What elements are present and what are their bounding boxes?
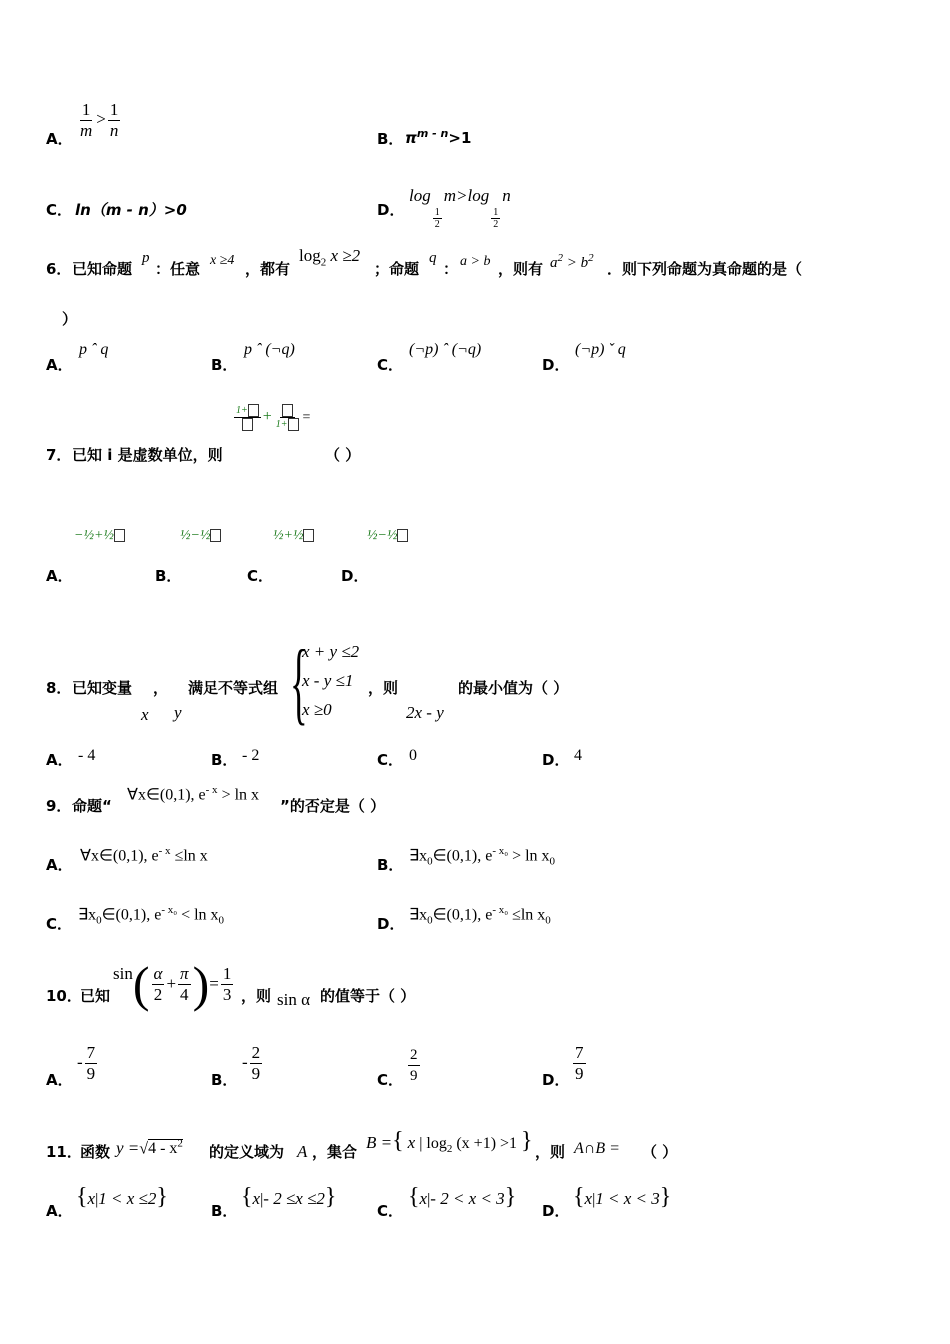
system-brace: { bbox=[290, 631, 308, 733]
question-text: ，则 bbox=[368, 679, 399, 697]
question-number: 11． bbox=[46, 1143, 82, 1161]
question-text: 已知 i 是虚数单位，则 bbox=[72, 446, 223, 464]
math-var: y bbox=[174, 703, 182, 722]
question-text: ，都有 bbox=[245, 260, 291, 278]
option-label: A． bbox=[46, 751, 73, 769]
question-number: 9． bbox=[46, 797, 72, 815]
option-label: A． bbox=[46, 356, 73, 374]
option-a-expression: ∀x∈(0,1), $e^{- x} \le\ln$ x bbox=[80, 845, 208, 865]
question-text: ；命题 bbox=[374, 260, 420, 278]
math-expression: sin α bbox=[277, 990, 310, 1009]
option-c-value: $\frac{2}{9}$ bbox=[410, 1047, 418, 1084]
math-var: q bbox=[429, 250, 437, 266]
option-c-expression: $\exists x_0\in(0,1)$, $e^{- x_0} < \ln x_0$ bbox=[78, 904, 225, 927]
option-d-set: {x|1 < x < 3} bbox=[573, 1184, 672, 1210]
math-var: A bbox=[297, 1142, 308, 1161]
option-c-expression: (¬p) ˆ (¬q) bbox=[409, 341, 482, 358]
question-text: ，集合 bbox=[312, 1143, 358, 1161]
question-text: 函数 bbox=[80, 1143, 111, 1161]
option-b-expression: ½−½ bbox=[180, 528, 221, 544]
option-c-expression: ½+½ bbox=[273, 528, 314, 544]
question-text: 命题“ bbox=[72, 797, 112, 815]
question-text: ，则有 bbox=[498, 260, 544, 278]
option-a-value: - $\frac{7}{9}$ bbox=[77, 1043, 96, 1083]
option-label: B． bbox=[211, 1071, 238, 1089]
option-b-value: - $\frac{2}{9}$ bbox=[242, 1043, 261, 1083]
math-expression: a > b bbox=[460, 254, 491, 269]
option-label: B． bbox=[377, 130, 404, 148]
answer-paren: （ ） bbox=[642, 1143, 678, 1161]
option-label: D． bbox=[542, 1071, 570, 1089]
math-function: $y =√4 - x^2$ bbox=[116, 1138, 183, 1158]
question-text: 满足不等式组 bbox=[188, 679, 279, 697]
option-c-set: {x|- 2 < x < 3} bbox=[408, 1184, 517, 1210]
math-expression: x ≥4 bbox=[210, 253, 235, 268]
option-a-expression: p ˆ q bbox=[79, 341, 109, 358]
option-label: D． bbox=[377, 201, 405, 219]
option-label: C． bbox=[377, 356, 404, 374]
option-a-set: {x|1 < x ≤2} bbox=[76, 1184, 168, 1210]
inequality-3: x ≥0 bbox=[302, 700, 332, 719]
math-expression: log $\frac{1}{2}$ m>log $\frac{1}{2}$ n bbox=[409, 186, 511, 230]
question-text: ，则 bbox=[241, 987, 272, 1005]
option-label: A． bbox=[46, 1202, 73, 1220]
option-label: B． bbox=[211, 751, 238, 769]
question-text: ， bbox=[153, 679, 169, 697]
option-b-expression: $\exists x_0\in(0,1)$, $e^{- x_0} > \ln x_0$ bbox=[409, 845, 556, 868]
question-number: 6． bbox=[46, 260, 72, 278]
math-var: p bbox=[142, 250, 150, 266]
option-label: C． bbox=[46, 915, 73, 933]
math-expression: $\log_2 x \ge 2$ bbox=[299, 246, 361, 269]
math-expression: A∩B = bbox=[574, 1140, 620, 1157]
question-text: 的值等于（ ） bbox=[320, 987, 416, 1005]
option-label: A． bbox=[46, 1071, 73, 1089]
option-label: A． bbox=[46, 856, 73, 874]
question-text: 的最小值为（ ） bbox=[458, 679, 569, 697]
option-label: C． bbox=[247, 567, 274, 585]
option-label: C． bbox=[46, 201, 73, 219]
option-c-value: 0 bbox=[409, 747, 417, 764]
option-label: D． bbox=[542, 356, 570, 374]
question-text: 已知命题 bbox=[72, 260, 133, 278]
option-label: B． bbox=[211, 1202, 238, 1220]
option-b-set: {x|- 2 ≤x ≤2} bbox=[241, 1184, 337, 1210]
option-label: D． bbox=[377, 915, 405, 933]
math-equation: sin ( $\frac{\alpha}{2}$ + $\frac{\pi}{4}$ ) = $\frac{1}{3}$ bbox=[113, 956, 232, 1012]
question-text: ） bbox=[62, 310, 78, 328]
option-d-expression: (¬p) ˇ q bbox=[575, 341, 626, 358]
question-number: 8． bbox=[46, 679, 72, 697]
question-number: 10． bbox=[46, 987, 82, 1005]
option-d-value: $\frac{7}{9}$ bbox=[575, 1043, 584, 1083]
option-b-value: - 2 bbox=[242, 747, 260, 764]
target-expression: 2x - y bbox=[406, 703, 444, 722]
option-label: B． bbox=[211, 356, 238, 374]
option-label: A． bbox=[46, 130, 73, 148]
option-label: C． bbox=[377, 1202, 404, 1220]
option-d-value: 4 bbox=[574, 747, 582, 764]
math-expression: ln（m - n）>0 bbox=[75, 201, 187, 219]
question-text: 已知变量 bbox=[72, 679, 133, 697]
option-label: C． bbox=[377, 751, 404, 769]
question-text: ： bbox=[443, 260, 459, 278]
math-var: x bbox=[141, 705, 149, 724]
math-expression-image: 1+ + 1+ = bbox=[236, 404, 311, 430]
question-number: 7． bbox=[46, 446, 72, 464]
option-label: A． bbox=[46, 567, 73, 585]
question-text: ”的否定是（ ） bbox=[280, 797, 386, 815]
option-a-expression: −½+½ bbox=[74, 528, 125, 544]
set-b-expression: B ={ x | $\log_2 (x +1) >1$ } bbox=[366, 1128, 533, 1156]
question-text: 的定义域为 bbox=[209, 1143, 285, 1161]
option-label: D． bbox=[542, 751, 570, 769]
question-text: ：任意 bbox=[155, 260, 201, 278]
inequality-2: x - y ≤1 bbox=[302, 671, 354, 690]
answer-paren: （ ） bbox=[325, 446, 361, 464]
inequality-1: x + y ≤2 bbox=[302, 642, 360, 661]
option-d-expression: $\exists x_0\in(0,1)$, $e^{- x_0} \le\ln$ $x_0$ bbox=[409, 904, 551, 927]
option-label: D． bbox=[542, 1202, 570, 1220]
math-statement: ∀x∈(0,1), $e^{- x} > \ln x$ bbox=[127, 784, 260, 804]
math-fraction: $\frac{1}{m}$ > $\frac{1}{n}$ bbox=[80, 100, 119, 140]
math-expression: $\pi^{m - n}>1$ bbox=[405, 127, 472, 147]
option-label: C． bbox=[377, 1071, 404, 1089]
question-text: 已知 bbox=[80, 987, 111, 1005]
option-a-value: - 4 bbox=[78, 747, 96, 764]
question-text: ．则下列命题为真命题的是（ bbox=[607, 260, 803, 278]
option-label: B． bbox=[155, 567, 182, 585]
option-label: D． bbox=[341, 567, 369, 585]
option-b-expression: p ˆ (¬q) bbox=[244, 341, 295, 358]
question-text: ，则 bbox=[535, 1143, 566, 1161]
math-expression: $a^2 > b^2$ bbox=[550, 252, 594, 271]
option-label: B． bbox=[377, 856, 404, 874]
option-d-expression: ½−½ bbox=[367, 528, 408, 544]
